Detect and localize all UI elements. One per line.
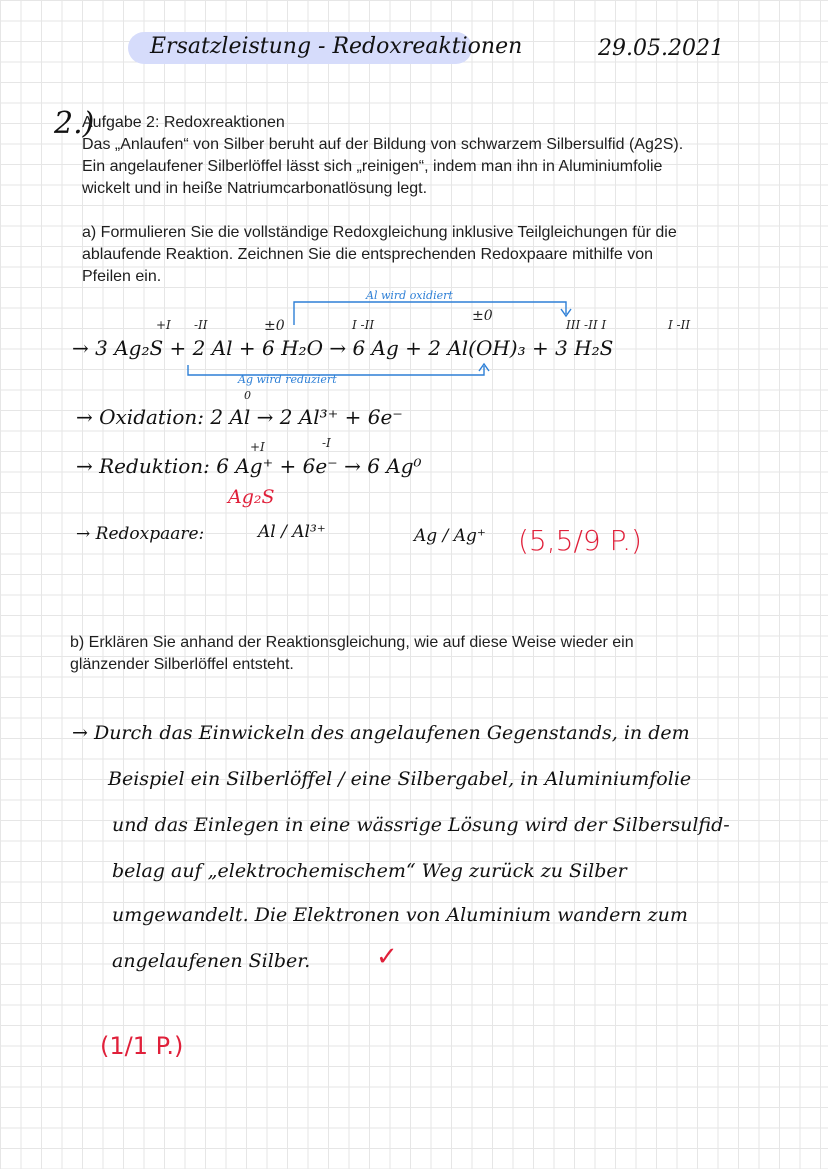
task-intro-line-2: Ein angelaufener Silberlöffel lässt sich „reinigen“, indem man ihn in Aluminiumfolie [82,158,663,175]
reduced-label: Ag wird reduziert [238,373,337,386]
oxidation-bracket [294,302,566,325]
ox-number-aloh3: III -II I [566,318,607,332]
oxidized-label: Al wird oxidiert [366,289,453,302]
reduction-arrowhead [479,364,489,371]
ox-number-h2o: I -II [352,318,375,332]
answer-b-line-4: belag auf „elektrochemischem“ Weg zurück zu Silber [112,860,627,882]
answer-b-line-2: Beispiel ein Silberlöffel / eine Silbergabel, in Aluminiumfolie [108,768,692,790]
oxidation-arrowhead [561,309,571,316]
ox-number-h2s: I -II [668,318,691,332]
answer-b-line-1: → Durch das Einwickeln des angelaufenen Gegenstands, in dem [72,722,690,744]
ox-number-ag: +I [156,318,171,332]
question-b-line-2: glänzender Silberlöffel entsteht. [70,656,294,673]
answer-b-line-3: und das Einlegen in eine wässrige Lösung wird der Silbersulfid- [112,814,730,836]
page-title: Ersatzleistung - Redoxreaktionen [150,34,523,59]
answer-b-line-6: angelaufenen Silber. [112,950,311,972]
task-intro-line-3: wickelt und in heiße Natriumcarbonatlösung legt. [82,180,428,197]
ox-number-al: ±0 [264,318,285,334]
redox-equation: → 3 Ag₂S + 2 Al + 6 H₂O → 6 Ag + 2 Al(OH)₃ + 3 H₂S [72,336,614,360]
oxidation-equation: → Oxidation: 2 Al → 2 Al³⁺ + 6e⁻ [76,405,403,429]
check-mark-icon: ✓ [376,942,398,972]
reduction-super-e: -I [322,436,331,450]
reduction-super-ag: +I [250,440,265,454]
ag2s-correction: Ag₂S [228,486,275,508]
redoxpair-al: Al / Al³⁺ [258,522,326,542]
score-a: (5,5/9 P.) [518,524,642,557]
task-intro-line-1: Das „Anlaufen“ von Silber beruht auf der Bildung von schwarzem Silbersulfid (Ag2S). [82,136,684,153]
question-a-line-3: Pfeilen ein. [82,268,162,285]
question-a-line-1: a) Formulieren Sie die vollständige Redoxgleichung inklusive Teilgleichungen für die [82,224,677,241]
question-b-line-1: b) Erklären Sie anhand der Reaktionsgleichung, wie auf diese Weise wieder ein [70,634,634,651]
task-number: 2.) [54,106,95,141]
answer-b-line-5: umgewandelt. Die Elektronen von Aluminium wandern zum [112,904,688,926]
reduced-zero: 0 [244,389,251,402]
ox-number-ag-product: ±0 [472,308,493,324]
redoxpairs-label: → Redoxpaare: [76,524,205,544]
ox-number-s: -II [194,318,208,332]
task-heading: Aufgabe 2: Redoxreaktionen [82,114,285,131]
score-b: (1/1 P.) [100,1032,184,1060]
question-a-line-2: ablaufende Reaktion. Zeichnen Sie die entsprechenden Redoxpaare mithilfe von [82,246,654,263]
redoxpair-ag: Ag / Ag⁺ [414,526,486,546]
page-date: 29.05.2021 [598,36,724,61]
reduction-equation: → Reduktion: 6 Ag⁺ + 6e⁻ → 6 Ag⁰ [76,454,422,478]
